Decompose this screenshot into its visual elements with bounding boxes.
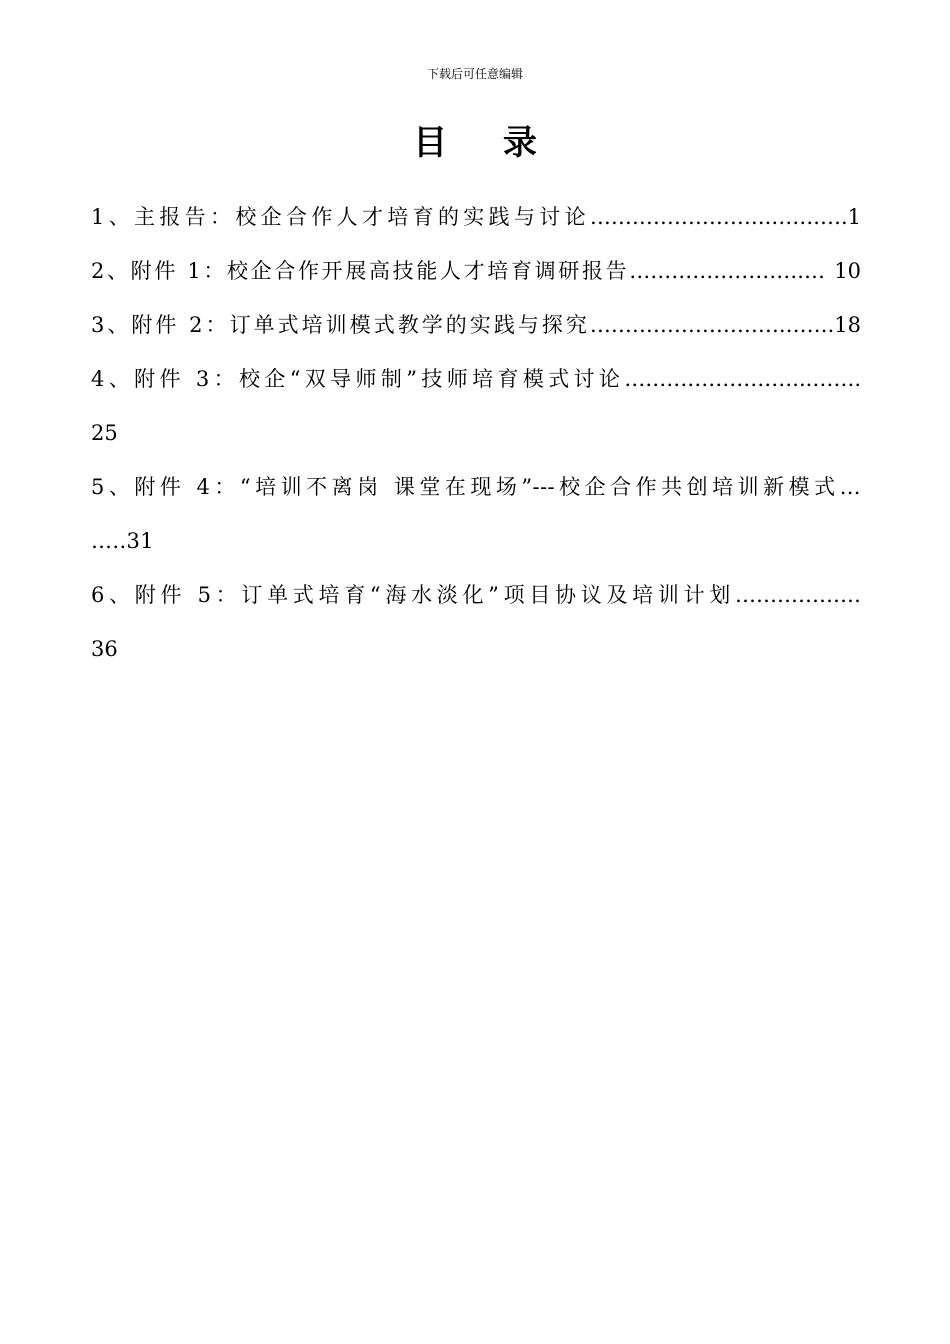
toc-item-text: 3、附件 2：订单式培训模式教学的实践与探究……………………….…….18 — [91, 313, 861, 337]
toc-item-5[interactable] — [91, 460, 861, 568]
toc-item-page: 25 — [91, 421, 118, 445]
toc-item-3[interactable] — [91, 298, 861, 352]
toc-item-text: 5、附件 4：“培训不离岗 课堂在现场”---校企合作共创培训新模式… — [91, 475, 861, 499]
toc-item-page: 36 — [91, 637, 118, 661]
toc-item-6[interactable] — [91, 568, 861, 676]
toc-item-page: …..31 — [91, 529, 155, 553]
toc-item-2[interactable] — [91, 244, 861, 298]
toc-title: 目 录 — [413, 123, 559, 163]
toc-item-text: 2、附件 1：校企合作开展高技能人才培育调研报告…………………….… 10 — [91, 259, 861, 283]
toc-item-text: 6、附件 5：订单式培育“海水淡化”项目协议及培训计划……………… — [91, 583, 861, 607]
toc-item-text: 4、附件 3：校企“双导师制”技师培育模式讨论……………………...……. — [91, 367, 861, 391]
toc-item-text: 1、主报告：校企合作人才培育的实践与讨论……………………..…….….1 — [91, 205, 861, 229]
toc-list — [91, 190, 861, 676]
header-note: 下载后可任意编辑 — [426, 67, 523, 81]
toc-item-1[interactable] — [91, 190, 861, 244]
toc-item-4[interactable] — [91, 352, 861, 460]
